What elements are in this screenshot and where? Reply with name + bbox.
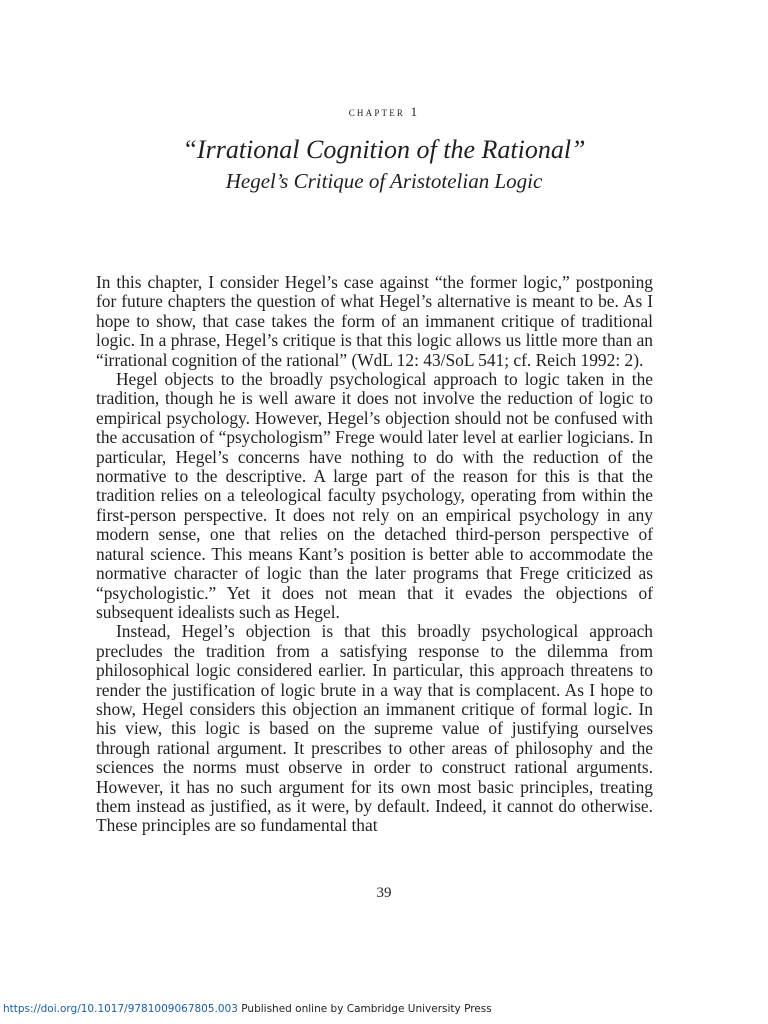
chapter-title: “Irrational Cognition of the Rational” xyxy=(182,135,586,164)
body-text xyxy=(96,273,653,836)
footer xyxy=(3,1003,492,1015)
chapter-subtitle: Hegel’s Critique of Aristotelian Logic xyxy=(225,169,543,193)
paragraph-2: Hegel objects to the broadly psychological approach to logic taken in the tradition, though he is well aware it does not involve the reduction of logic to empirical psychology. However, Hegel’s objection should not be confused with the accusation of “psychologism” Frege would later level at earlier logicians. In particular, Hegel’s concerns have nothing to do with the reduction of the normative to the descriptive. A large part of the reason for this is that the tradition relies on a teleological faculty psychology, operating from within the first-person perspective. It does not rely on an empirical psychology in any modern sense, one that relies on the detached third-person perspective of natural science. This means Kant’s position is better able to accommodate the normative character of logic than the later programs that Frege criticized as “psychologistic.” Yet it does not mean that it evades the objections of subsequent idealists such as Hegel. xyxy=(96,369,653,622)
doi-link[interactable]: https://doi.org/10.1017/9781009067805.003 xyxy=(3,1003,238,1015)
published-text: Published online by Cambridge University Press xyxy=(241,1003,492,1015)
chapter-label: chapter 1 xyxy=(348,104,420,119)
paragraph-3: Instead, Hegel’s objection is that this broadly psychological approach precludes the tradition from a satisfying response to the dilemma from philosophical logic considered earlier. In particular, this approach threatens to render the justification of logic brute in a way that is complacent. As I hope to show, Hegel considers this objection an immanent critique of formal logic. In his view, this logic is based on the supreme value of justifying ourselves through rational argument. It prescribes to other areas of philosophy and the sciences the norms must observe in order to construct rational arguments. However, it has no such argument for its own most basic principles, treating them instead as justified, as it were, by default. Indeed, it cannot do otherwise. These principles are so fundamental that xyxy=(96,621,653,836)
paragraph-1: In this chapter, I consider Hegel’s case against “the former logic,” postponing for future chapters the question of what Hegel’s alternative is meant to be. As I hope to show, that case takes the form of an immanent critique of traditional logic. In a phrase, Hegel’s critique is that this logic allows us little more than an “irrational cognition of the rational” (WdL 12: 43/SoL 541; cf. Reich 1992: 2). xyxy=(96,272,653,370)
page-number: 39 xyxy=(376,885,392,901)
